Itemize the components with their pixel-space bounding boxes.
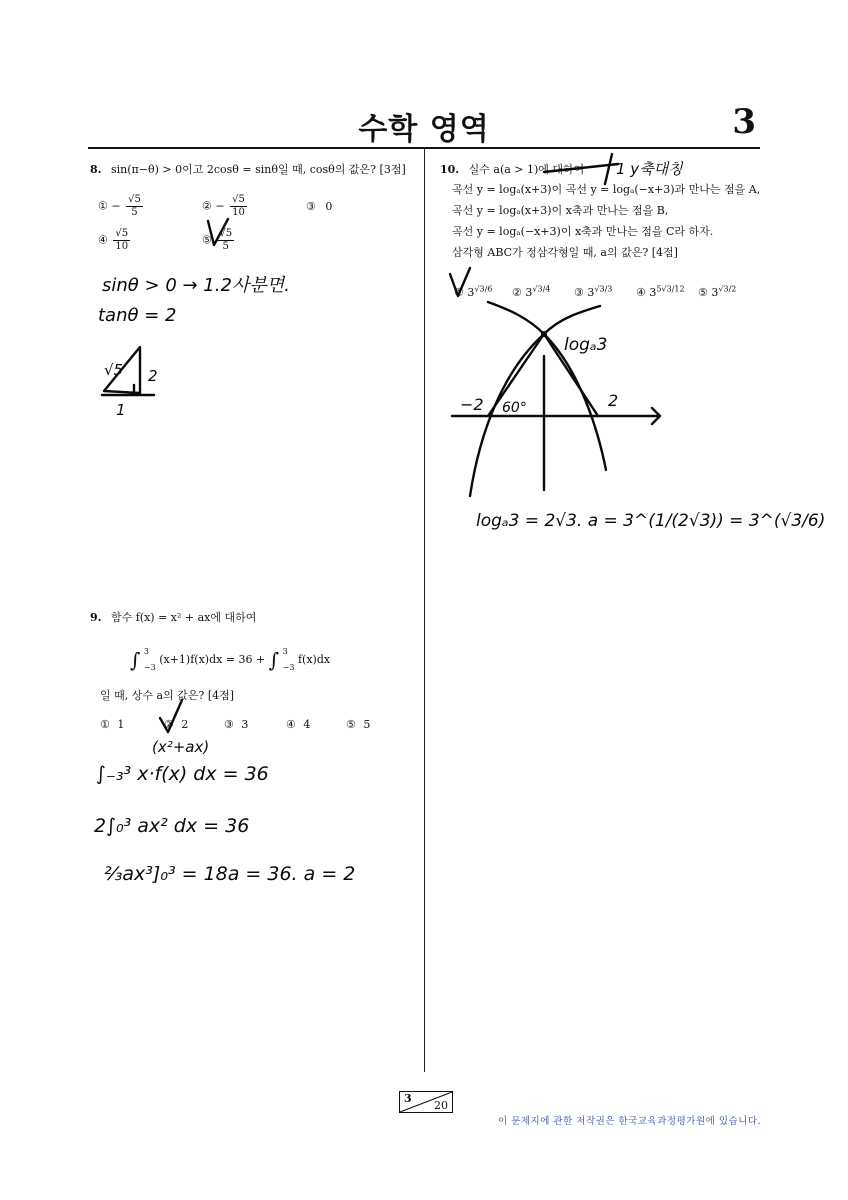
q9-work-note: (x²+ax) [152,738,210,756]
copyright-notice: 이 문제지에 관한 저작권은 한국교육과정평가원에 있습니다. [498,1116,762,1127]
q8-option-2[interactable]: ② − $\frac{√5}{10}$ [202,194,245,218]
q10-work-note: 1 y축대칭 [616,160,683,178]
q8-triangle-base: 1 [116,401,126,419]
question-text: sin(π−θ) > 0이고 2cosθ = sinθ일 때, cosθ의 값은? [3점] [110,163,406,176]
q10-option-2[interactable]: ② $3^{√3/4}$ [512,284,551,299]
question-intro: 함수 f(x) = x² + ax에 대하여 [110,611,257,624]
q9-equation: ∫ 3 −3 (x+1)f(x)dx = 36 + ∫ 3 −3 f(x)dx [130,647,331,672]
q8-work-line1: sinθ > 0 → 1.2사분면. [102,275,290,296]
q9-option-4[interactable]: ④ 4 [286,718,311,731]
q10-line3: 곡선 y = logₐ(x+3)이 x축과 만나는 점을 B, [452,204,669,217]
q8-work-line2: tanθ = 2 [98,305,177,326]
point-a [541,331,547,337]
q8-option-4[interactable]: ④ $\frac{√5}{10}$ [98,228,129,252]
page-indicator-total: 20 [434,1099,448,1112]
q10-line2: 곡선 y = logₐ(x+3)이 곡선 y = logₐ(−x+3)과 만나는 점을 A, [452,183,761,196]
question-number: 9. [90,611,102,624]
question-number: 10. [440,163,460,176]
q8-option-1[interactable]: ① − $\frac{√5}{5}$ [98,194,141,218]
q10-handwritten-work [440,150,826,550]
q9-work-line2: 2∫₀³ ax² dx = 36 [94,815,250,837]
q9-work-line3: ⅔ax³]₀³ = 18a = 36. a = 2 [104,863,356,885]
q10-option-1[interactable]: ① $3^{√3/6}$ [454,284,493,299]
question-8 [90,162,406,178]
q10-answer-checkmark [450,268,470,296]
q9-work-line1: ∫₋₃³ x·f(x) dx = 36 [96,763,269,785]
q10-line4: 곡선 y = logₐ(−x+3)이 x축과 만나는 점을 C라 하자. [452,225,714,238]
q8-option-3[interactable]: ③ 0 [306,200,333,213]
question-10: 10. 실수 a(a > 1)에 대하여 [440,163,585,176]
q10-strike-mark [544,154,618,184]
q8-answer-checkmark [208,219,228,245]
q9-option-3[interactable]: ③ 3 [224,718,249,731]
q9-option-1[interactable]: ① 1 [100,718,125,731]
q8-handwritten-work [90,215,420,430]
q10-work-final: logₐ3 = 2√3. a = 3^(1/(2√3)) = 3^(√3/6) [476,511,826,531]
q10-option-5[interactable]: ⑤ $3^{√3/2}$ [698,284,737,299]
q10-option-3[interactable]: ③ $3^{√3/3}$ [574,284,613,299]
question-9 [90,610,256,626]
page-indicator [399,1091,453,1113]
q8-triangle-hyp: √5 [104,361,124,379]
page-indicator-current: 3 [404,1092,412,1105]
q9-handwritten-work [90,690,420,900]
column-divider [424,149,425,1072]
q9-option-2[interactable]: ② 2 [164,718,189,731]
q9-question: 일 때, 상수 a의 값은? [4점] [100,689,235,702]
q8-triangle-side: 2 [148,367,158,385]
page-title: 수학 영역 [358,112,490,147]
graph-angle: 60° [502,400,527,416]
q8-option-5[interactable]: ⑤ $\frac{√5}{5}$ [202,228,233,252]
q10-line5: 삼각형 ABC가 정삼각형일 때, a의 값은? [4점] [452,246,678,259]
q9-answer-checkmark [160,700,182,732]
graph-label-c: 2 [608,391,619,410]
graph-label-b: −2 [460,395,484,414]
q9-option-5[interactable]: ⑤ 5 [346,718,371,731]
page-number: 3 [732,102,756,142]
question-number: 8. [90,163,102,176]
graph-label-a: logₐ3 [564,335,608,355]
q10-option-4[interactable]: ④ $3^{5√3/12}$ [636,284,685,299]
